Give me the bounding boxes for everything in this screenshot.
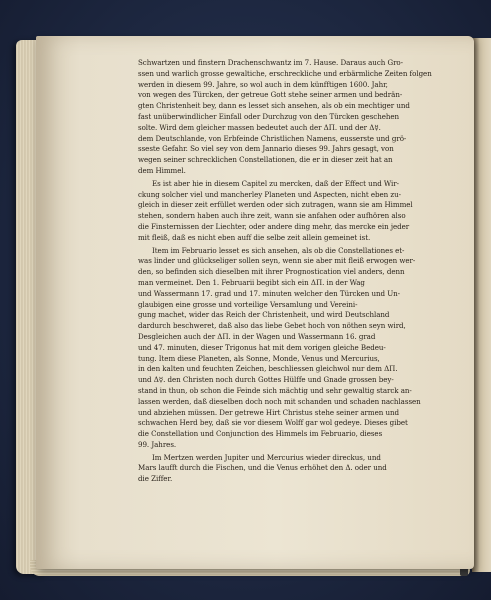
- text-line: ssen und warlich grosse gewaltiche, erschreckliche und erbärmliche Zeiten folgen: [138, 68, 432, 78]
- text-line: stand in thun, ob schon die Feinde sich mächtig und sehr gewaltig starck an-: [138, 385, 412, 395]
- text-line: und abziehen müssen. Der getrewe Hirt Christus stehe seiner armen und: [138, 407, 399, 417]
- text-line: gten Christenheit bey, dann es lesset sich ansehen, als ob ein mechtiger und: [138, 101, 410, 111]
- text-line: die Constellation und Conjunction des Himmels im Februario, dieses: [138, 429, 383, 439]
- text-line: solte. Wird dem gleicher massen bedeutet auch der ΔΠ. und der Δ☿.: [138, 122, 381, 132]
- text-line: mit fleiß, daß es nicht eben auff die selbe zeit allein gemeinet ist.: [138, 232, 371, 242]
- text-line: Item im Februario lesset es sich ansehen, als ob die Constellationes et-: [152, 245, 405, 255]
- text-line: dardurch beschweret, daß also das liebe Gebet hoch von nöthen seyn wird,: [138, 321, 406, 331]
- paragraph-2: [138, 179, 456, 244]
- text-line: von wegen des Türcken, der getreue Gott stehe seiner armen und bedrän-: [138, 90, 403, 100]
- text-line: dem Deutschlande, von Erbfeinde Christlichen Namens, eusserste und grö-: [138, 133, 407, 143]
- text-line: dem Himmel.: [138, 165, 186, 175]
- text-line: werden in diesem 99. Jahre, so wol auch in dem künfftigen 1600. Jahr,: [138, 79, 388, 89]
- text-line: Es ist aber hie in diesem Capitel zu mercken, daß der Effect und Wir-: [152, 178, 399, 188]
- text-line: und 47. minuten, dieser Trigonus hat mit dem vorigen gleiche Bedeu-: [138, 342, 386, 352]
- paragraph-3: [138, 246, 456, 451]
- text-line: fast unüberwindlicher Einfall oder Durchzug von den Türcken geschehen: [138, 111, 400, 121]
- text-line: und Wassermann 17. grad und 17. minuten welcher den Türcken und Un-: [138, 288, 401, 298]
- text-line: stehen, sondern haben auch ihre zeit, wann sie anfahen oder aufhören also: [138, 211, 406, 221]
- text-line: gung machet, wider das Reich der Christenheit, und wird Deutschland: [138, 310, 390, 320]
- text-line: wegen seiner schrecklichen Constellationen, die er in dieser zeit hat an: [138, 155, 393, 165]
- text-line: gleich in dieser zeit erfüllet werden oder sich zutragen, wann sie am Himmel: [138, 200, 413, 210]
- text-line: die Finsternissen der Liechter, oder andere ding mehr, das mercke ein jeder: [138, 221, 410, 231]
- text-line: lassen werden, daß dieselben doch noch mit schanden und schaden nachlassen: [138, 396, 421, 406]
- text-line: Schwartzen und finstern Drachenschwantz im 7. Hause. Daraus auch Gro-: [138, 58, 403, 67]
- text-line: und Δ☿. den Christen noch durch Gottes Hülffe und Gnade grossen bey-: [138, 375, 394, 385]
- right-page-edge: [472, 38, 491, 572]
- text-line: Im Mertzen werden Jupiter und Mercurius wieder direckus, und: [152, 452, 381, 462]
- text-line: Mars laufft durch die Fischen, und die Venus erhöhet den Δ. oder und: [138, 463, 387, 473]
- text-line: schwachen Herd bey, daß sie vor diesem Wolff gar wol gedeye. Dieses gibet: [138, 418, 408, 428]
- text-line: ckung solcher viel und mancherley Planeten und Aspecten, nicht eben zu-: [138, 189, 401, 199]
- page-text: [138, 58, 456, 485]
- text-line: den, so befinden sich dieselben mit ihrer Prognostication viel anders, denn: [138, 267, 405, 277]
- text-line: die Ziffer.: [138, 474, 173, 484]
- text-line: glaubigen eine grosse und vorteilige Versamlung und Vereini-: [138, 299, 358, 309]
- paragraph-4: [138, 453, 456, 485]
- text-line: Desgleichen auch der ΔΠ. in der Wagen und Wassermann 16. grad: [138, 331, 376, 341]
- text-line: 99. Jahres.: [138, 439, 177, 449]
- text-line: in den kalten und feuchten Zeichen, beschliessen gleichwol nur dem ΔΠ.: [138, 364, 398, 374]
- text-line: tung. Item diese Planeten, als Sonne, Monde, Venus und Mercurius,: [138, 353, 380, 363]
- text-line: sseste Gefahr. So viel sey von dem Jannario dieses 99. Jahrs gesagt, von: [138, 144, 394, 154]
- text-line: was linder und glückseliger sollen seyn, wenn sie aber mit fleiß erwogen wer-: [138, 256, 416, 266]
- paragraph-1: [138, 58, 456, 177]
- text-line: man vermeinet. Den 1. Februarii begibt sich ein ΔΠ. in der Wag: [138, 277, 365, 287]
